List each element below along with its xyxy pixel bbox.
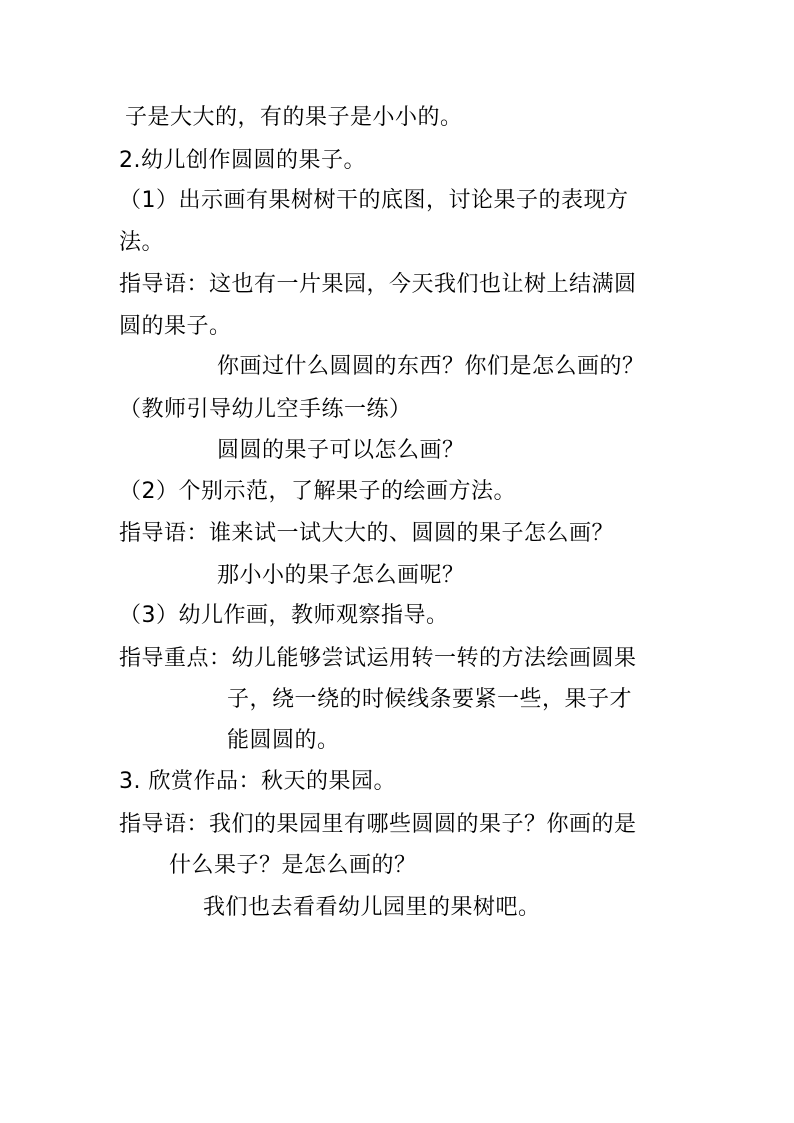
text-line-19: 什么果子？是怎么画的？: [169, 853, 417, 878]
text-line-16: 能圆圆的。: [227, 728, 340, 753]
text-line-20: 我们也去看看幼儿园里的果树吧。: [203, 895, 541, 920]
text-line-3: （1）出示画有果树树干的底图，讨论果子的表现方: [119, 188, 629, 213]
section-heading-3: 3. 欣赏作品：秋天的果园。: [119, 769, 396, 794]
text-line-12: 那小小的果子怎么画呢？: [217, 563, 465, 588]
section-heading-2: 2.幼儿创作圆圆的果子。: [119, 148, 366, 173]
text-line-14: 指导重点：幼儿能够尝试运用转一转的方法绘画圆果: [119, 646, 637, 671]
text-line-7: 你画过什么圆圆的东西？你们是怎么画的？: [217, 354, 645, 379]
text-line-9: 圆圆的果子可以怎么画？: [217, 438, 465, 463]
text-line-4: 法。: [119, 230, 165, 255]
text-line-8: （教师引导幼儿空手练一练）: [119, 397, 412, 422]
text-line-6: 圆的果子。: [119, 314, 232, 339]
text-line-10: （2）个别示范，了解果子的绘画方法。: [119, 479, 516, 504]
text-line-18: 指导语：我们的果园里有哪些圆圆的果子？你画的是: [119, 812, 637, 837]
text-line-15: 子，绕一绕的时候线条要紧一些，果子才: [227, 687, 633, 712]
text-line-5: 指导语：这也有一片果园，今天我们也让树上结满圆: [119, 272, 637, 297]
text-line-11: 指导语：谁来试一试大大的、圆圆的果子怎么画？: [119, 521, 615, 546]
text-line-1: 子是大大的，有的果子是小小的。: [125, 105, 463, 130]
text-line-13: （3）幼儿作画，教师观察指导。: [119, 603, 449, 628]
